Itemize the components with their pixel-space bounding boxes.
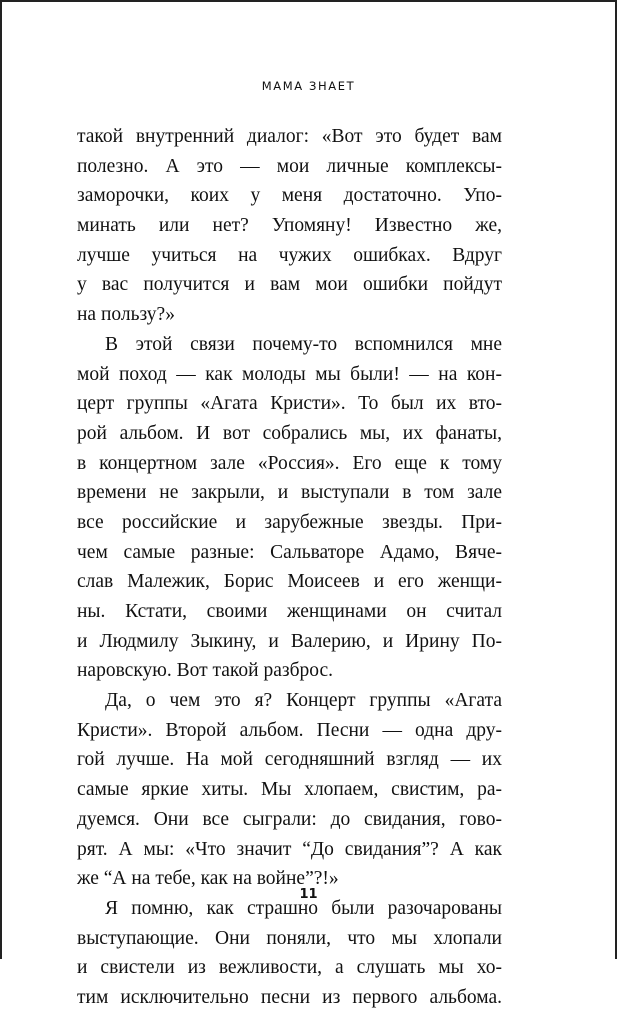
page-number: 11	[299, 887, 318, 902]
text-line: такой внутренний диалог: «Вот это будет вам	[77, 126, 502, 147]
text-line: мой поход — как молоды мы были! — на кон-	[77, 363, 502, 385]
text-line: лучше учиться на чужих ошибках. Вдруг	[77, 244, 502, 266]
text-line: В этой связи почему-то вспомнился мне	[105, 333, 502, 355]
text-line: дуемся. Они все сыграли: до свидания, гово-	[77, 808, 502, 830]
text-line: чем самые разные: Сальваторе Адамо, Вяче-	[77, 541, 502, 563]
text-line: и Людмилу Зыкину, и Валерию, и Ирину По-	[77, 630, 502, 652]
text-line: Да, о чем это я? Концерт группы «Агата	[105, 690, 502, 712]
text-line: рят. А мы: «Что значит “До свидания”? А как	[77, 838, 502, 860]
text-line: рой альбом. И вот собрались мы, их фанаты,	[77, 422, 502, 444]
text-line: Кристи». Второй альбом. Песни — одна дру-	[77, 719, 502, 741]
text-line: на пользу?»	[77, 304, 175, 326]
text-line: выступающие. Они поняли, что мы хлопали	[77, 927, 502, 949]
text-line: минать или нет? Упомяну! Известно же,	[77, 215, 502, 237]
text-line: тим исключительно песни из первого альбома.	[77, 986, 502, 1008]
text-line: церт группы «Агата Кристи». То был их вто-	[77, 393, 502, 415]
text-line: гой лучше. На мой сегодняшний взгляд — их	[77, 749, 502, 771]
running-header: МАМА ЗНАЕТ	[261, 79, 356, 93]
text-line: времени не закрыли, и выступали в том зале	[77, 482, 502, 504]
text-line: ны. Кстати, своими женщинами он считал	[77, 601, 502, 622]
text-line: полезно. А это — мои личные комплексы-	[77, 155, 502, 177]
body-text	[77, 122, 502, 1013]
text-line: же “А на тебе, как на войне”?!»	[77, 868, 339, 890]
text-line: и свистели из вежливости, а слушать мы хо-	[77, 957, 502, 979]
text-line: заморочки, коих у меня достаточно. Упо-	[77, 185, 502, 207]
text-line: Я помню, как страшно были разочарованы	[105, 897, 502, 919]
text-line: у вас получится и вам мои ошибки пойдут	[77, 274, 502, 296]
text-line: наровскую. Вот такой разброс.	[77, 660, 334, 682]
text-line: в концертном зале «Россия». Его еще к тому	[77, 452, 502, 474]
text-line: все российские и зарубежные звезды. При-	[77, 511, 502, 533]
text-line: самые яркие хиты. Мы хлопаем, свистим, ра-	[77, 779, 502, 801]
text-line: слав Малежик, Борис Моисеев и его женщи-	[77, 571, 502, 593]
